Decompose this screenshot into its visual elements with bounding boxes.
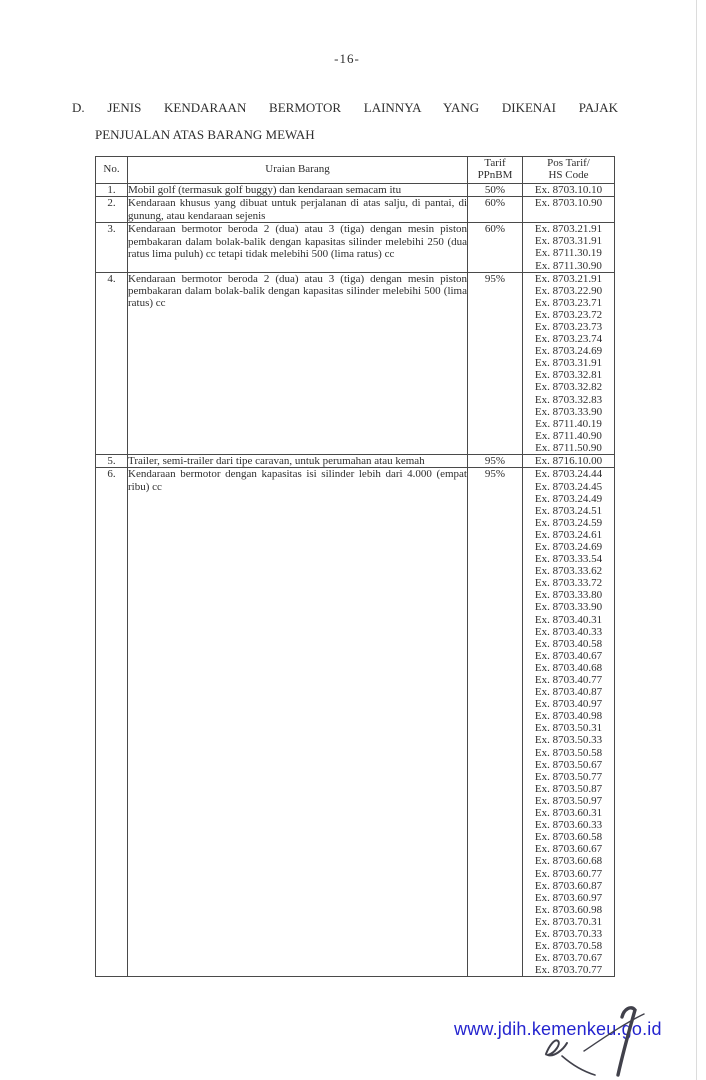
tariff-table (95, 156, 615, 977)
tarif-ppnbm-cell: 60% (468, 223, 523, 272)
hs-code: Ex. 8703.31.91 (534, 235, 603, 248)
hs-code: Ex. 8703.60.98 (534, 903, 603, 916)
section-heading (72, 94, 618, 148)
hs-code: Ex. 8703.50.97 (534, 794, 603, 807)
hs-code-cell (523, 455, 615, 468)
header-tarif-line1: Tarif (484, 157, 506, 169)
uraian-barang-cell: Kendaraan bermotor beroda 2 (dua) atau 3 (tiga) dengan mesin piston pembakaran dalam bolak-balik dengan kapasitas silinder melebihi 500 (lima ratus) cc (128, 272, 468, 454)
header-tarif-ppnbm (468, 157, 523, 184)
hs-code: Ex. 8703.33.54 (534, 553, 603, 566)
hs-code: Ex. 8703.21.91 (534, 272, 603, 285)
hs-code: Ex. 8703.40.67 (534, 649, 603, 662)
hs-code: Ex. 8711.30.90 (535, 259, 602, 272)
hs-code: Ex. 8703.60.33 (534, 819, 603, 832)
hs-code: Ex. 8703.60.31 (534, 807, 603, 820)
hs-code: Ex. 8716.10.00 (534, 455, 603, 467)
hs-code: Ex. 8703.10.10 (534, 184, 603, 196)
hs-code: Ex. 8703.40.33 (534, 625, 603, 638)
row-number-cell: 3. (96, 223, 128, 272)
row-number-cell: 4. (96, 272, 128, 454)
hs-code: Ex. 8703.10.90 (534, 197, 603, 210)
hs-code: Ex. 8703.33.80 (534, 589, 603, 602)
hs-code: Ex. 8703.31.91 (534, 357, 603, 370)
header-pos-line2: HS Code (548, 168, 589, 181)
hs-code-cell (523, 272, 615, 454)
tarif-ppnbm-cell: 95% (468, 272, 523, 454)
uraian-barang-cell: Trailer, semi-trailer dari tipe caravan, untuk perumahan atau kemah (128, 455, 468, 468)
hs-code: Ex. 8703.24.69 (534, 345, 603, 358)
header-pos-tarif-hs-code (523, 157, 615, 184)
hs-code: Ex. 8703.23.73 (534, 320, 603, 333)
row-number-cell: 5. (96, 455, 128, 468)
page-number: -16- (334, 51, 360, 66)
header-uraian-barang: Uraian Barang (128, 157, 468, 184)
uraian-barang-cell: Mobil golf (termasuk golf buggy) dan kendaraan semacam itu (128, 184, 468, 197)
hs-code-cell (523, 468, 615, 977)
hs-code: Ex. 8703.24.51 (534, 504, 603, 517)
signature-mark (532, 1001, 654, 1079)
hs-code: Ex. 8703.32.81 (534, 369, 603, 382)
table-row (96, 223, 615, 272)
hs-code: Ex. 8703.60.68 (534, 855, 603, 868)
hs-code-cell (523, 184, 615, 197)
header-no: No. (96, 157, 128, 184)
hs-code: Ex. 8703.60.58 (534, 831, 603, 844)
table-header-row (96, 157, 615, 184)
section-heading-line2: PENJUALAN ATAS BARANG MEWAH (95, 127, 315, 142)
hs-code-cell (523, 223, 615, 272)
row-number-cell: 6. (96, 468, 128, 977)
section-heading-line1: D. JENIS KENDARAAN BERMOTOR LAINNYA YANG DIKENAI PAJAK (72, 100, 618, 115)
hs-code: Ex. 8703.24.44 (534, 468, 603, 481)
hs-code: Ex. 8703.50.77 (534, 770, 603, 783)
table-row (96, 455, 615, 468)
hs-code: Ex. 8703.40.87 (534, 686, 603, 699)
hs-code: Ex. 8703.24.61 (534, 528, 603, 541)
uraian-barang-cell: Kendaraan bermotor beroda 2 (dua) atau 3 (tiga) dengan mesin piston pembakaran dalam bolak-balik dengan kapasitas silinder melebihi 250 (dua ratus lima puluh) cc tetapi tidak melebihi 500 (lima ratus) cc (128, 223, 468, 272)
hs-code: Ex. 8703.70.31 (534, 915, 603, 928)
uraian-barang-cell: Kendaraan khusus yang dibuat untuk perjalanan di atas salju, di pantai, di gunung, atau kendaraan sejenis (128, 197, 467, 222)
hs-code: Ex. 8703.70.77 (534, 964, 603, 977)
hs-code: Ex. 8711.40.90 (535, 429, 602, 442)
hs-code: Ex. 8703.33.90 (534, 601, 603, 614)
hs-code: Ex. 8703.50.33 (534, 734, 603, 747)
hs-code: Ex. 8711.50.90 (535, 441, 602, 454)
tarif-ppnbm-cell: 60% (468, 197, 523, 223)
uraian-barang-cell: Kendaraan bermotor dengan kapasitas isi silinder lebih dari 4.000 (empat ribu) cc (128, 468, 468, 977)
hs-code: Ex. 8703.24.69 (534, 540, 603, 553)
table-row (96, 468, 615, 977)
hs-code: Ex. 8711.30.19 (535, 247, 602, 260)
hs-code: Ex. 8703.23.71 (534, 296, 603, 309)
hs-code: Ex. 8703.23.72 (534, 308, 603, 321)
hs-code: Ex. 8703.50.67 (534, 758, 603, 771)
hs-code: Ex. 8703.40.98 (534, 710, 603, 723)
hs-code: Ex. 8703.50.58 (534, 746, 603, 759)
hs-code: Ex. 8703.40.97 (534, 698, 603, 711)
hs-code: Ex. 8703.40.58 (534, 637, 603, 650)
hs-code: Ex. 8703.70.67 (534, 952, 603, 965)
hs-code: Ex. 8703.60.97 (534, 891, 603, 904)
row-number-cell: 1. (96, 184, 128, 197)
table-row (96, 272, 615, 454)
hs-code: Ex. 8703.33.90 (534, 405, 603, 418)
hs-code: Ex. 8703.40.77 (534, 674, 603, 686)
row-number-cell: 2. (96, 197, 128, 223)
tarif-ppnbm-cell: 50% (468, 184, 523, 197)
hs-code: Ex. 8703.50.87 (534, 782, 603, 795)
hs-code: Ex. 8703.60.67 (534, 843, 603, 856)
hs-code: Ex. 8703.24.45 (534, 480, 603, 493)
hs-code: Ex. 8711.40.19 (535, 417, 602, 430)
tarif-ppnbm-cell: 95% (468, 455, 523, 468)
hs-code: Ex. 8703.32.82 (534, 381, 603, 394)
table-row (96, 197, 615, 223)
header-tarif-line2: PPnBM (477, 168, 513, 181)
header-pos-line1: Pos Tarif/ (547, 157, 590, 169)
hs-code: Ex. 8703.24.59 (534, 516, 603, 529)
hs-code: Ex. 8703.21.91 (534, 223, 603, 236)
jdih-kemenkeu-link[interactable]: www.jdih.kemenkeu.go.id (454, 1019, 662, 1039)
hs-code: Ex. 8703.33.62 (534, 565, 603, 578)
hs-code: Ex. 8703.40.31 (534, 613, 603, 626)
hs-code: Ex. 8703.70.58 (534, 940, 603, 953)
table-row (96, 184, 615, 197)
hs-code: Ex. 8703.24.49 (534, 492, 603, 505)
hs-code: Ex. 8703.33.72 (534, 577, 603, 590)
hs-code: Ex. 8703.50.31 (534, 722, 603, 735)
hs-code: Ex. 8703.23.74 (534, 333, 603, 346)
hs-code-cell (523, 197, 615, 223)
hs-code: Ex. 8703.60.77 (534, 867, 603, 880)
hs-code: Ex. 8703.70.33 (534, 927, 603, 940)
tarif-ppnbm-cell: 95% (468, 468, 523, 977)
hs-code: Ex. 8703.32.83 (534, 393, 603, 406)
hs-code: Ex. 8703.40.68 (534, 661, 603, 674)
hs-code: Ex. 8703.22.90 (534, 284, 603, 297)
hs-code: Ex. 8703.60.87 (534, 879, 603, 892)
page-edge-shadow (696, 0, 697, 1080)
